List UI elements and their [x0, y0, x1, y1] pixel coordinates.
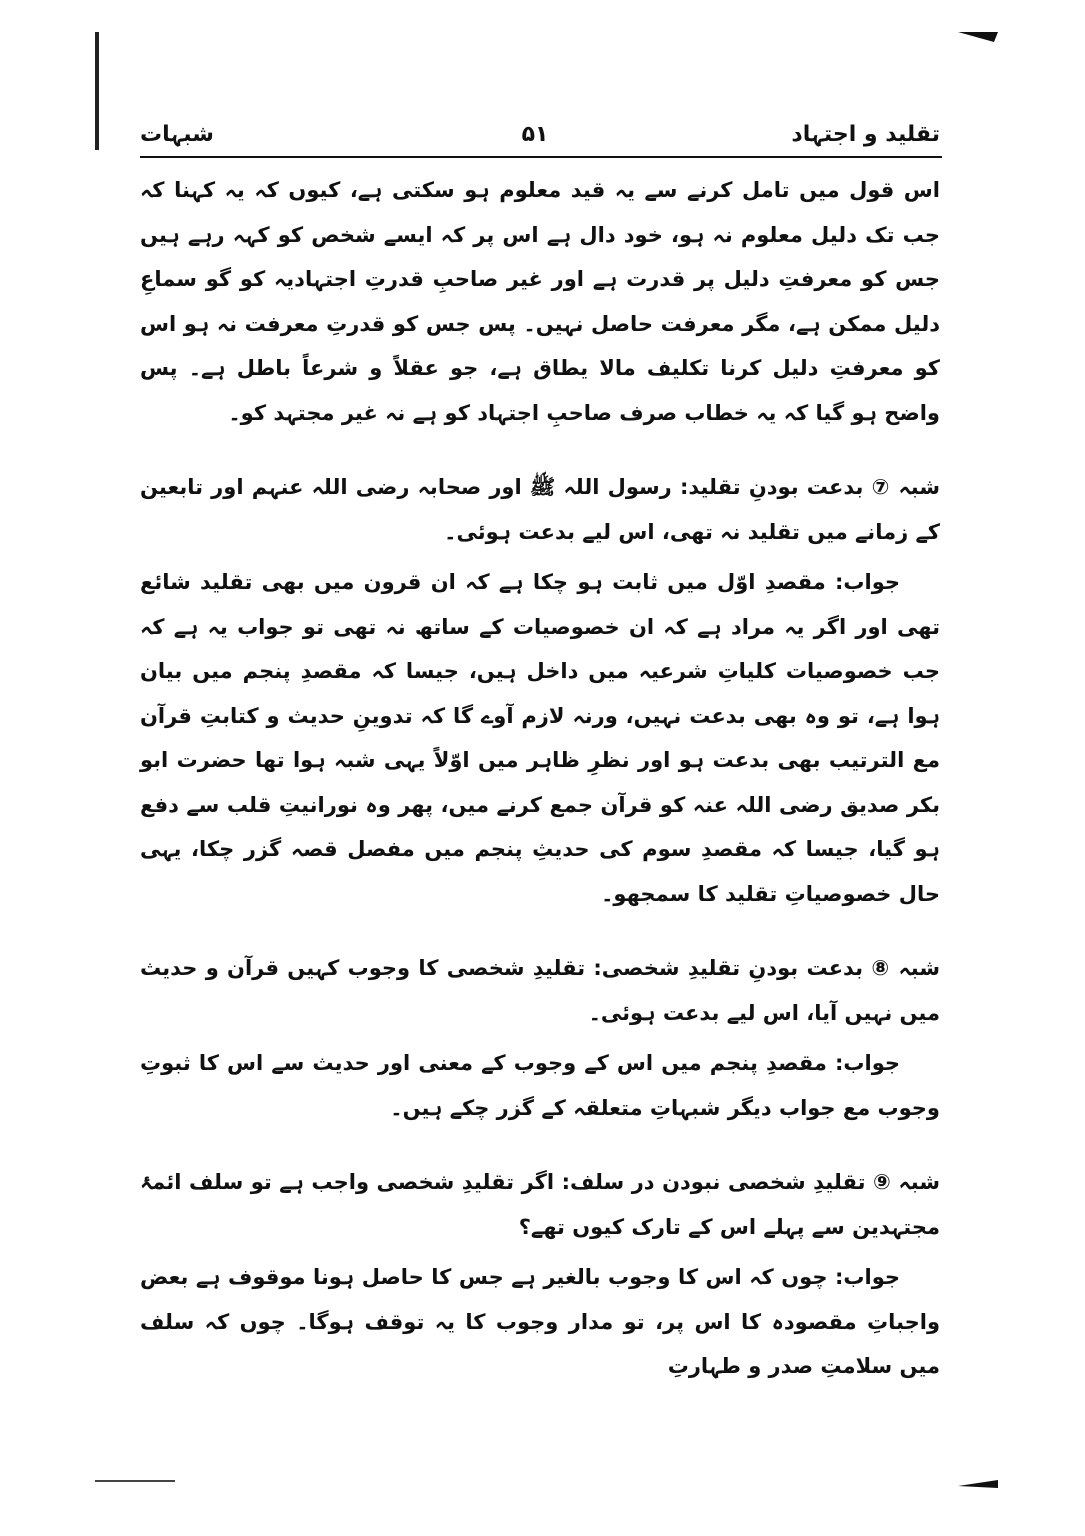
- paragraph-continuation: اس قول میں تامل کرنے سے یہ قید معلوم ہو سکتی ہے، کیوں کہ یہ کہنا کہ جب تک دلیل معلوم نہ ہو، خود دال ہے اس پر کہ ایسے شخص کو کہہ رہے ہیں جس کو معرفتِ دلیل پر قدرت ہے اور غیر صاحبِ قدرتِ اجتہادیہ کو گو سماعِ دلیل ممکن ہے، مگر معرفت حاصل نہیں۔ پس جس کو قدرتِ معرفت نہ ہو اس کو معرفتِ دلیل کرنا تکلیف مالا یطاق ہے، جو عقلاً و شرعاً باطل ہے۔ پس واضح ہو گیا کہ یہ خطاب صرف صاحبِ اجتہاد کو ہے نہ غیر مجتہد کو۔: [140, 178, 940, 425]
- scan-edge-mark: [95, 32, 99, 150]
- page-number: ۵۱: [521, 122, 549, 147]
- answer-9: جواب: چوں کہ اس کا وجوب بالغیر ہے جس کا حاصل ہونا موقوف ہے بعض واجباتِ مقصودہ کا اس پر، تو مدار وجوب کا یہ توقف ہوگا۔ چوں کہ سلف میں سلامتِ صدر و طہارتِ: [140, 1265, 940, 1378]
- corner-mark-top-right: [958, 30, 998, 42]
- page-body: [140, 168, 940, 1389]
- objection-8: شبہ ⑧ بدعت بودنِ تقلیدِ شخصی: تقلیدِ شخصی کا وجوب کہیں قرآن و حدیث میں نہیں آیا، اس لیے بدعت ہوئی۔: [140, 956, 940, 1025]
- header-section-title: شبہات: [140, 122, 214, 147]
- header-rule: [140, 156, 942, 158]
- answer-7: جواب: مقصدِ اوّل میں ثابت ہو چکا ہے کہ ان قرون میں بھی تقلید شائع تھی اور اگر یہ مراد ہے کہ ان خصوصیات کے ساتھ نہ تھی تو جواب یہ ہے کہ جب خصوصیات کلیاتِ شرعیہ میں داخل ہیں، جیسا کہ مقصدِ پنجم میں بیان ہوا ہے، تو وہ بھی بدعت نہیں، ورنہ لازم آوے گا کہ تدوینِ حدیث و کتابتِ قرآن مع الترتیب بھی بدعت ہو اور نظرِ ظاہر میں اوّلاً یہی شبہ ہوا تھا حضرت ابو بکر صدیق رضی اللہ عنہ کو قرآن جمع کرنے میں، پھر وہ نورانیتِ قلب سے دفع ہو گیا، جیسا کہ مقصدِ سوم کی حدیثِ پنجم میں مفصل قصہ گزر چکا، یہی حال خصوصیاتِ تقلید کا سمجھو۔: [140, 570, 940, 906]
- header-book-title: تقلید و اجتہاد: [791, 122, 940, 147]
- answer-8: جواب: مقصدِ پنجم میں اس کے وجوب کے معنی اور حدیث سے اس کا ثبوتِ وجوب مع جواب دیگر شبہاتِ متعلقہ کے گزر چکے ہیں۔: [140, 1051, 940, 1120]
- objection-9: شبہ ⑨ تقلیدِ شخصی نبودن در سلف: اگر تقلیدِ شخصی واجب ہے تو سلف ائمۂ مجتہدین سے پہلے اس کے تارک کیوں تھے؟: [140, 1170, 940, 1239]
- corner-mark-bottom-right: [958, 1478, 998, 1490]
- bottom-edge-line: [95, 1480, 175, 1482]
- running-header: [140, 122, 940, 158]
- objection-7: شبہ ⑦ بدعت بودنِ تقلید: رسول اللہ ﷺ اور صحابہ رضی اللہ عنہم اور تابعین کے زمانے میں تقلید نہ تھی، اس لیے بدعت ہوئی۔: [140, 475, 940, 544]
